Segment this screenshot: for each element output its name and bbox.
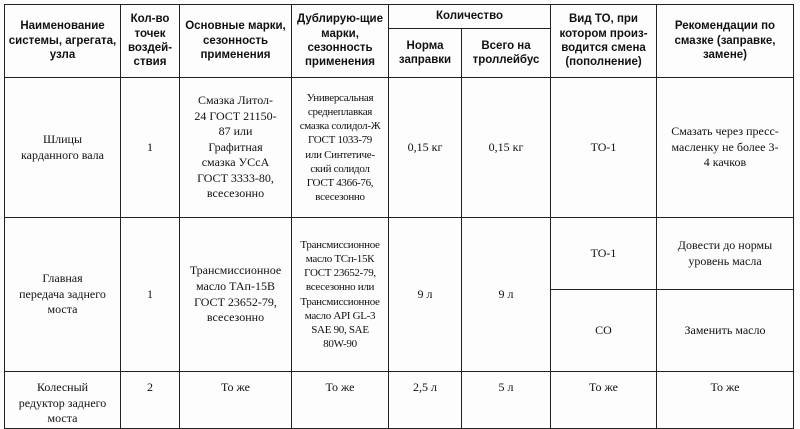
cell-to-type: То же bbox=[551, 372, 657, 429]
table-row bbox=[5, 372, 794, 429]
cell-norm: 9 л bbox=[389, 218, 462, 372]
header-system: Наименование системы, агрегата, узла bbox=[5, 5, 121, 78]
header-main-brands: Основные марки, сезонность применения bbox=[180, 5, 292, 78]
header-norm: Норма заправки bbox=[389, 29, 462, 78]
header-recommend: Рекомендации по смазке (заправке, замене) bbox=[657, 5, 794, 78]
cell-total: 9 л bbox=[462, 218, 551, 372]
cell-points: 2 bbox=[121, 372, 180, 429]
header-total: Всего на троллейбус bbox=[462, 29, 551, 78]
cell-main-brands: Трансмиссионное масло ТАп-15В ГОСТ 23652-79, всесезонно bbox=[180, 218, 292, 372]
cell-system: Колесный редуктор заднего моста bbox=[5, 372, 121, 429]
cell-main-brands: То же bbox=[180, 372, 292, 429]
cell-recommend: Смазать через пресс- масленку не более 3- 4 качков bbox=[657, 78, 794, 218]
table-row bbox=[5, 78, 794, 218]
cell-recommend: Довести до нормы уровень масла bbox=[657, 218, 794, 290]
cell-recommend: То же bbox=[657, 372, 794, 429]
header-dup-brands: Дублирую-щие марки, сезонность применения bbox=[292, 5, 389, 78]
cell-dup-brands: Трансмиссионное масло ТСп-15К ГОСТ 23652-79, всесезонно или Трансмиссионное масло API GL-3 SAE 90, SAE 80W-90 bbox=[292, 218, 389, 372]
header-quantity: Количество bbox=[389, 5, 551, 29]
cell-to-type: ТО-1 bbox=[551, 78, 657, 218]
table-row bbox=[5, 218, 794, 290]
cell-total: 5 л bbox=[462, 372, 551, 429]
lubrication-table bbox=[4, 4, 794, 429]
cell-to-type: ТО-1 bbox=[551, 218, 657, 290]
cell-to-type: СО bbox=[551, 290, 657, 372]
cell-system: Шлицы карданного вала bbox=[5, 78, 121, 218]
cell-main-brands: Смазка Литол- 24 ГОСТ 21150- 87 или Графитная смазка УСсА ГОСТ 3333-80, всесезонно bbox=[180, 78, 292, 218]
cell-recommend: Заменить масло bbox=[657, 290, 794, 372]
cell-system: Главная передача заднего моста bbox=[5, 218, 121, 372]
header-to-type: Вид ТО, при котором произ-водится смена (пополнение) bbox=[551, 5, 657, 78]
cell-dup-brands: Универсальная среднеплавкая смазка солидол-Ж ГОСТ 1033-79 или Синтетиче- ский солидол ГОСТ 4366-76, всесезонно bbox=[292, 78, 389, 218]
cell-points: 1 bbox=[121, 218, 180, 372]
cell-points: 1 bbox=[121, 78, 180, 218]
cell-norm: 2,5 л bbox=[389, 372, 462, 429]
cell-total: 0,15 кг bbox=[462, 78, 551, 218]
header-points: Кол-во точек воздей-ствия bbox=[121, 5, 180, 78]
cell-dup-brands: То же bbox=[292, 372, 389, 429]
cell-norm: 0,15 кг bbox=[389, 78, 462, 218]
